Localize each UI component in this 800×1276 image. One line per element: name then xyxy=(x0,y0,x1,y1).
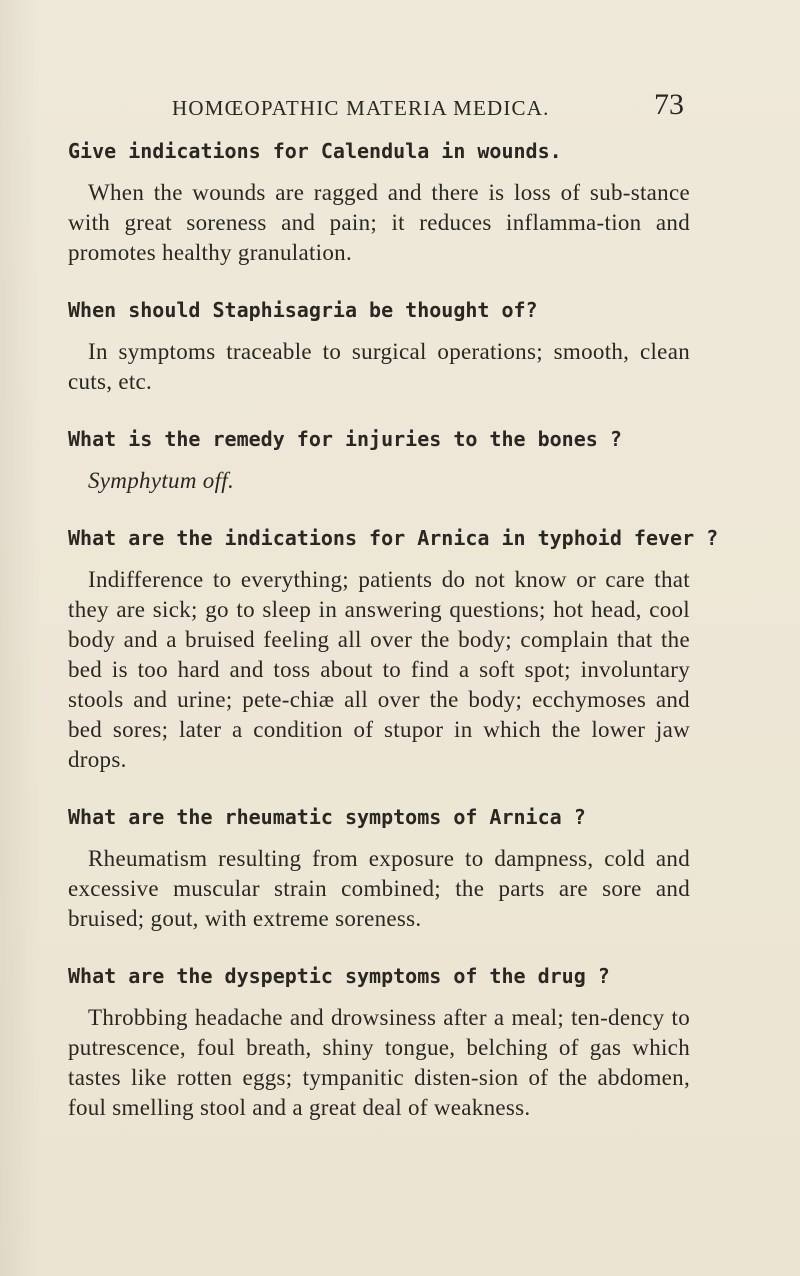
running-head: HOMŒOPATHIC MATERIA MEDICA. xyxy=(172,96,550,120)
question-heading: Give indications for Calendula in wounds. xyxy=(68,139,562,163)
qa-entry-dyspeptic xyxy=(68,961,690,1123)
page-number: 73 xyxy=(654,88,684,121)
page-body xyxy=(68,136,719,1123)
question-heading: When should Staphisagria be thought of? xyxy=(68,298,538,322)
question-heading: What are the indications for Arnica in typhoid fever ? xyxy=(68,526,719,550)
page-header xyxy=(150,86,710,126)
question-heading: What is the remedy for injuries to the bones ? xyxy=(68,427,622,451)
qa-entry-staphisagria xyxy=(68,295,690,397)
qa-entry-arnica-rheumatic xyxy=(68,802,690,934)
answer-paragraph: Symphytum off. xyxy=(88,468,235,493)
answer-paragraph: When the wounds are ragged and there is loss of sub-stance with great soreness and pain; it reduces inflamma-tion and promotes healthy granulation. xyxy=(68,180,690,265)
answer-paragraph: Throbbing headache and drowsiness after a meal; ten-dency to putrescence, foul breath, shiny tongue, belching of gas which tastes like rotten eggs; tympanitic disten-sion of the abdomen, foul smelling stool and a great deal of weakness. xyxy=(68,1005,690,1120)
answer-paragraph: Indifference to everything; patients do not know or care that they are sick; go to sleep in answering questions; hot head, cool body and a bruised feeling all over the body; complain that the bed is too hard and toss about to find a soft spot; involuntary stools and urine; pete-chiæ all over the body; ecchymoses and bed sores; later a condition of stupor in which the lower jaw drops. xyxy=(68,567,690,772)
question-heading: What are the rheumatic symptoms of Arnica ? xyxy=(68,805,586,829)
answer-paragraph: Rheumatism resulting from exposure to dampness, cold and excessive muscular strain combined; the parts are sore and bruised; gout, with extreme soreness. xyxy=(68,846,690,931)
qa-entry-bones xyxy=(68,424,690,496)
question-heading: What are the dyspeptic symptoms of the drug ? xyxy=(68,964,610,988)
qa-entry-calendula xyxy=(68,136,690,268)
qa-entry-arnica-typhoid xyxy=(68,523,719,775)
answer-paragraph: In symptoms traceable to surgical operations; smooth, clean cuts, etc. xyxy=(68,339,690,394)
